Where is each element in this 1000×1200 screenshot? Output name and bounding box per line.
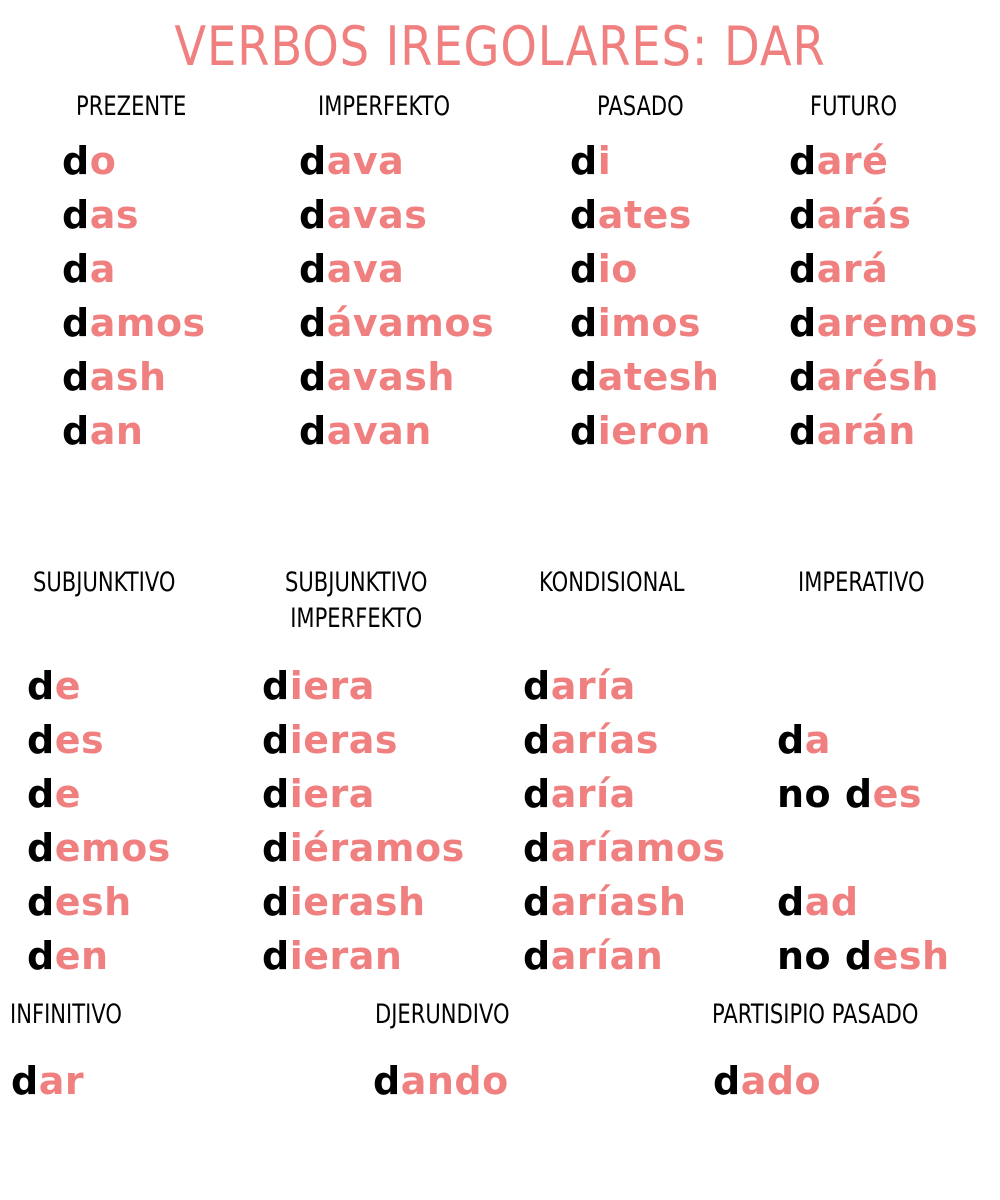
conjugation-row — [62, 188, 206, 242]
negation-prefix: no — [777, 934, 845, 978]
verb-stem: d — [789, 139, 817, 183]
verb-stem: d — [570, 301, 598, 345]
verb-ending: ava — [326, 139, 405, 183]
column-kondisional — [523, 659, 726, 983]
negation-prefix: no — [777, 772, 845, 816]
conjugation-row — [299, 242, 494, 296]
form-partisipio-pasado — [713, 1054, 821, 1108]
verb-ending: ieras — [289, 718, 399, 762]
conjugation-row — [27, 929, 171, 983]
conjugation-row — [570, 404, 719, 458]
header-prezente: PREZENTE — [76, 91, 187, 122]
verb-stem: d — [262, 826, 290, 870]
column-imperativo — [777, 659, 950, 983]
verb-stem: d — [373, 1059, 401, 1103]
verb-ending: ash — [89, 355, 167, 399]
verb-ending: aremos — [816, 301, 979, 345]
conjugation-row — [62, 404, 206, 458]
header-imperativo: IMPERATIVO — [798, 567, 925, 598]
header-futuro: FUTURO — [810, 91, 898, 122]
conjugation-row — [299, 404, 494, 458]
conjugation-row — [62, 350, 206, 404]
verb-ending: atesh — [597, 355, 720, 399]
verb-ending: en — [54, 934, 109, 978]
conjugation-row — [27, 659, 171, 713]
verb-ending: ieron — [597, 409, 711, 453]
verb-stem: d — [523, 880, 551, 924]
header-subjunktivo-imperfekto — [285, 565, 427, 637]
verb-stem: d — [262, 934, 290, 978]
verb-ending: iéramos — [289, 826, 465, 870]
conjugation-row — [299, 188, 494, 242]
verb-stem: d — [789, 247, 817, 291]
verb-stem: d — [570, 247, 598, 291]
conjugation-row — [789, 296, 978, 350]
header-line: SUBJUNKTIVO — [285, 567, 428, 598]
verb-ending: ando — [400, 1059, 509, 1103]
verb-ending: emos — [54, 826, 171, 870]
verb-ending: arán — [816, 409, 916, 453]
conjugation-row — [262, 821, 465, 875]
verb-stem: d — [523, 718, 551, 762]
conjugation-row — [777, 659, 950, 713]
conjugation-row — [523, 713, 726, 767]
header-djerundivo: DJERUNDIVO — [375, 999, 510, 1030]
verb-stem: d — [299, 409, 327, 453]
verb-ending: ates — [597, 193, 692, 237]
verb-ending: es — [872, 772, 922, 816]
conjugation-row — [777, 713, 950, 767]
verb-stem: d — [523, 934, 551, 978]
verb-stem: d — [789, 193, 817, 237]
verb-stem: d — [777, 880, 805, 924]
column-prezente — [62, 134, 206, 458]
verb-ending: esh — [872, 934, 950, 978]
verb-stem: d — [713, 1059, 741, 1103]
conjugation-row — [789, 350, 978, 404]
conjugation-row — [262, 659, 465, 713]
verb-stem: d — [570, 409, 598, 453]
verb-ending: iera — [289, 772, 375, 816]
verb-stem: d — [570, 355, 598, 399]
verb-ending: avan — [326, 409, 432, 453]
verb-ending: a — [804, 718, 831, 762]
verb-stem: d — [27, 826, 55, 870]
conjugation-row — [262, 767, 465, 821]
verb-ending: ava — [326, 247, 405, 291]
verb-ending: ierash — [289, 880, 426, 924]
title-text: VERBOS IREGOLARES: DAR — [174, 15, 826, 78]
conjugation-row — [523, 929, 726, 983]
page-title — [70, 14, 930, 80]
conjugation-row — [27, 821, 171, 875]
verb-ending: avash — [326, 355, 455, 399]
verb-stem: d — [777, 718, 805, 762]
verb-ending: arían — [550, 934, 664, 978]
verb-stem: d — [844, 772, 873, 816]
conjugation-row — [789, 188, 978, 242]
conjugation-row — [523, 821, 726, 875]
column-pasado — [570, 134, 719, 458]
conjugation-row — [262, 713, 465, 767]
verb-stem: d — [27, 772, 55, 816]
verb-stem: d — [62, 193, 90, 237]
verb-stem: d — [262, 772, 290, 816]
verb-ending: arás — [816, 193, 912, 237]
column-futuro — [789, 134, 978, 458]
conjugation-row — [570, 350, 719, 404]
verb-stem: d — [299, 193, 327, 237]
conjugation-row — [299, 134, 494, 188]
verb-stem: d — [570, 193, 598, 237]
verb-stem: d — [62, 301, 90, 345]
verb-ending: es — [54, 718, 105, 762]
verb-ending: avas — [326, 193, 428, 237]
verb-stem: d — [62, 355, 90, 399]
conjugation-row — [299, 350, 494, 404]
verb-stem: d — [523, 772, 551, 816]
verb-ending: as — [89, 193, 139, 237]
verb-ending: a — [89, 247, 116, 291]
verb-ending: ar — [38, 1059, 85, 1103]
conjugation-row — [789, 134, 978, 188]
conjugation-row — [27, 713, 171, 767]
verb-ending: aríash — [550, 880, 687, 924]
column-imperfekto — [299, 134, 494, 458]
verb-stem: d — [299, 355, 327, 399]
verb-ending: ado — [740, 1059, 822, 1103]
verb-stem: d — [262, 880, 290, 924]
verb-ending: aré — [816, 139, 889, 183]
verb-stem: d — [27, 934, 55, 978]
conjugation-row — [262, 875, 465, 929]
conjugation-row — [523, 875, 726, 929]
verb-ending: e — [54, 772, 81, 816]
verb-stem: d — [27, 718, 55, 762]
conjugation-row — [262, 929, 465, 983]
verb-ending: ará — [816, 247, 889, 291]
conjugation-row — [570, 296, 719, 350]
form-djerundivo — [373, 1054, 509, 1108]
verb-ending: iera — [289, 664, 375, 708]
conjugation-row — [789, 242, 978, 296]
verb-stem: d — [62, 409, 90, 453]
verb-stem: d — [27, 880, 55, 924]
verb-ending: aría — [550, 664, 636, 708]
conjugation-row — [713, 1054, 821, 1108]
verb-stem: d — [523, 826, 551, 870]
verb-ending: io — [597, 247, 638, 291]
conjugation-row — [789, 404, 978, 458]
verb-ending: esh — [54, 880, 132, 924]
verb-stem: d — [299, 301, 327, 345]
form-infinitivo — [11, 1054, 84, 1108]
verb-ending: aríamos — [550, 826, 726, 870]
verb-stem: d — [262, 664, 290, 708]
verb-stem: d — [789, 301, 817, 345]
verb-stem: d — [789, 409, 817, 453]
verb-stem: d — [523, 664, 551, 708]
conjugation-row — [570, 242, 719, 296]
conjugation-row — [62, 242, 206, 296]
verb-stem: d — [11, 1059, 39, 1103]
column-subjunktivo-imperfekto — [262, 659, 465, 983]
verb-stem: d — [844, 934, 873, 978]
verb-ending: ieran — [289, 934, 403, 978]
verb-ending: aría — [550, 772, 636, 816]
verb-stem: d — [62, 247, 90, 291]
verb-ending: ávamos — [326, 301, 495, 345]
verb-stem: d — [570, 139, 598, 183]
conjugation-row — [299, 296, 494, 350]
header-pasado: PASADO — [597, 91, 684, 122]
header-subjunktivo: SUBJUNKTIVO — [33, 567, 176, 598]
conjugation-row — [777, 929, 950, 983]
verb-ending: an — [89, 409, 144, 453]
verb-ending: imos — [597, 301, 702, 345]
header-line: IMPERFEKTO — [290, 603, 423, 634]
verb-stem: d — [262, 718, 290, 762]
verb-ending: arésh — [816, 355, 940, 399]
verb-ending: amos — [89, 301, 206, 345]
verb-ending: ad — [804, 880, 859, 924]
conjugation-row — [11, 1054, 84, 1108]
verb-ending: o — [89, 139, 117, 183]
verb-stem: d — [299, 247, 327, 291]
header-infinitivo: INFINITIVO — [10, 999, 122, 1030]
verb-ending: i — [597, 139, 612, 183]
verb-stem: d — [27, 664, 55, 708]
verb-stem: d — [789, 355, 817, 399]
verb-stem: d — [299, 139, 327, 183]
conjugation-row — [570, 188, 719, 242]
conjugation-row — [523, 767, 726, 821]
conjugation-row — [27, 767, 171, 821]
conjugation-row — [62, 134, 206, 188]
conjugation-row — [27, 875, 171, 929]
header-imperfekto: IMPERFEKTO — [318, 91, 451, 122]
header-kondisional: KONDISIONAL — [539, 567, 685, 598]
verb-ending: e — [54, 664, 81, 708]
column-subjunktivo — [27, 659, 171, 983]
conjugation-row — [373, 1054, 509, 1108]
conjugation-row — [777, 821, 950, 875]
conjugation-row — [570, 134, 719, 188]
verb-stem: d — [62, 139, 90, 183]
conjugation-row — [777, 875, 950, 929]
conjugation-row — [777, 767, 950, 821]
conjugation-row — [62, 296, 206, 350]
verb-ending: arías — [550, 718, 659, 762]
header-partisipio-pasado: PARTISIPIO PASADO — [712, 999, 919, 1030]
conjugation-row — [523, 659, 726, 713]
